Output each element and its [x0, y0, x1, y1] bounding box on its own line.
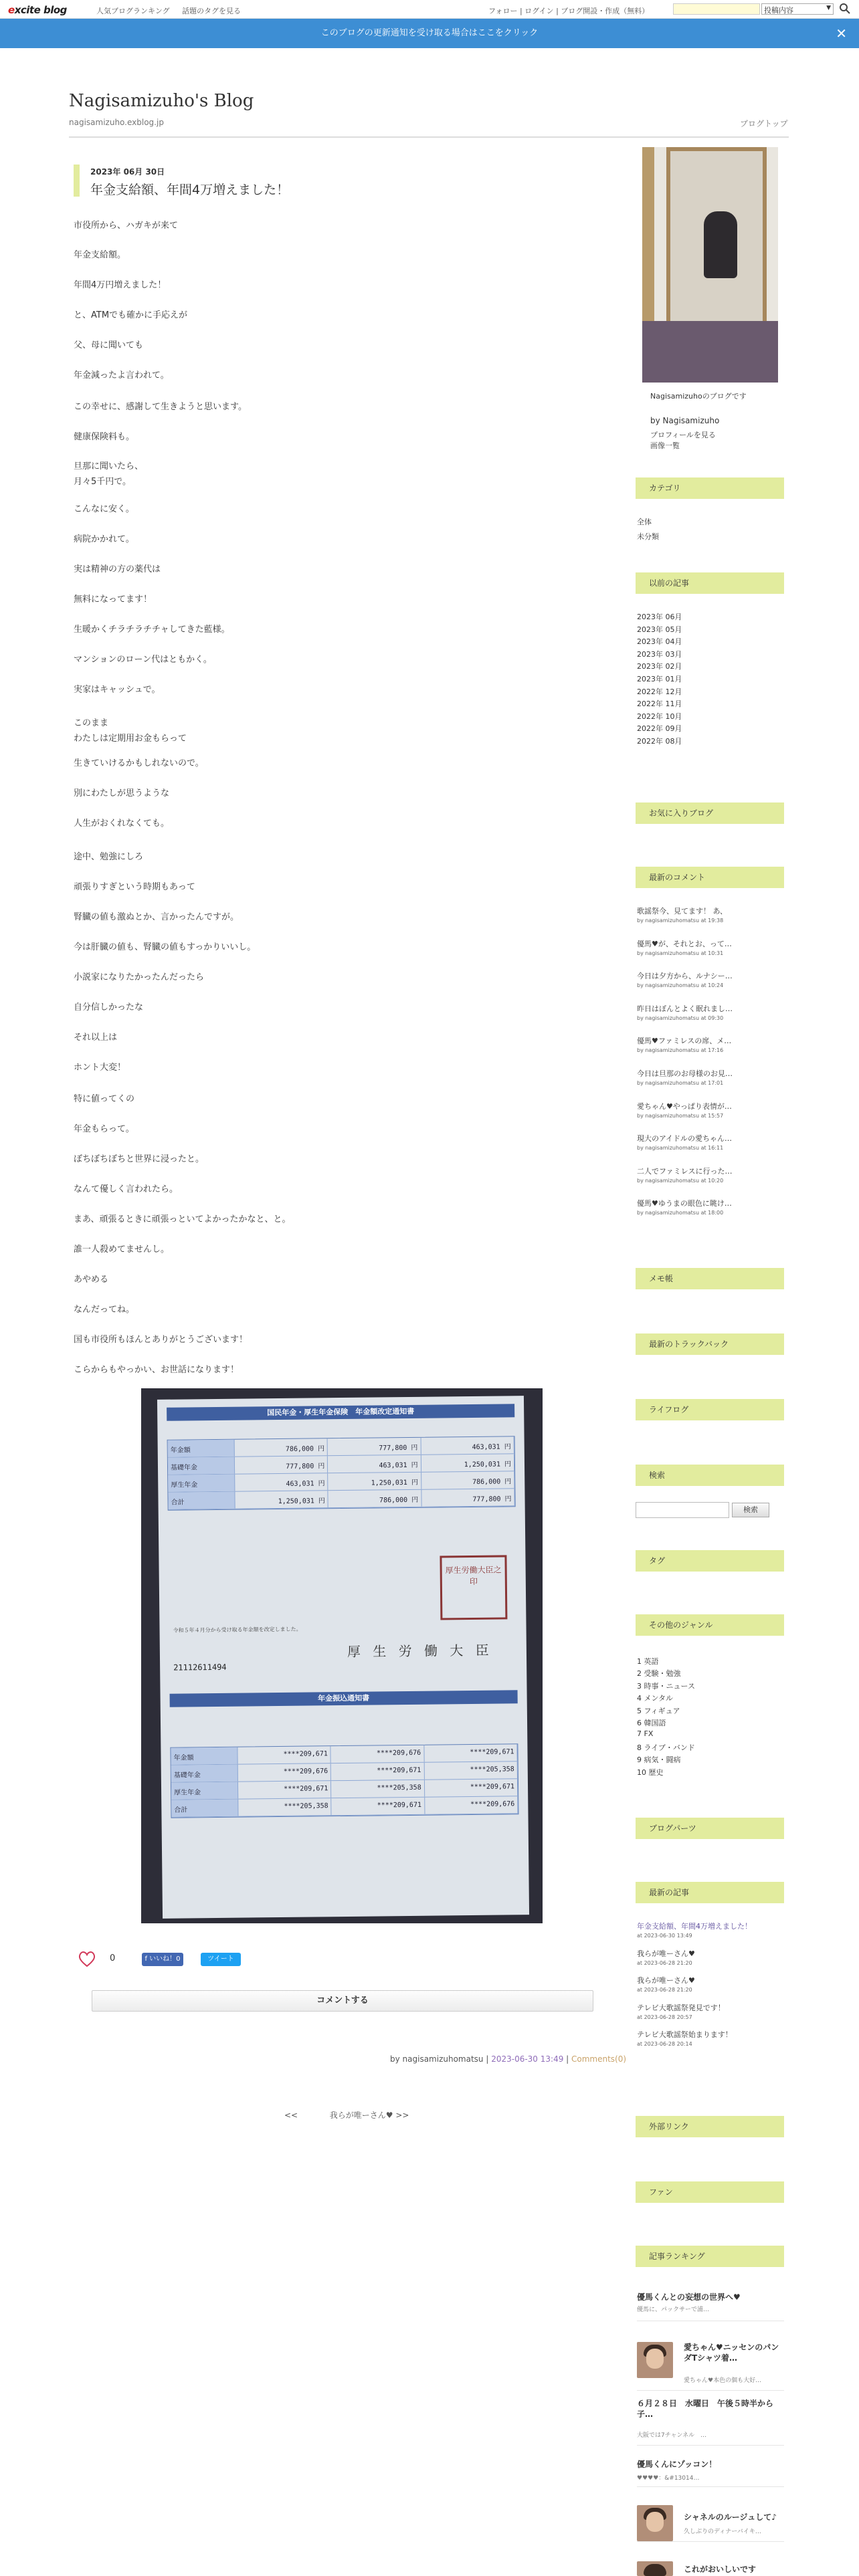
- profile-caption: Nagisamizuhoのブログです: [650, 392, 747, 401]
- ranking-thumbnail[interactable]: [637, 2505, 673, 2541]
- post-paragraph: 無料になってます！: [74, 595, 153, 605]
- notice-value: 786,000 円: [235, 1438, 328, 1456]
- notice-table-top: [167, 1436, 516, 1510]
- genre-item[interactable]: 4 メンタル: [637, 1694, 674, 1703]
- post-paragraph: 実家はキャッシュで。: [74, 685, 161, 695]
- notice-value: ****205,358: [238, 1798, 332, 1816]
- post-paragraph: 特に値ってくの: [74, 1094, 135, 1104]
- minister-label: 厚 生 労 働 大 臣: [347, 1642, 493, 1660]
- archive-item[interactable]: 2023年 02月: [637, 662, 682, 671]
- post-paragraph: 年金もらって。: [74, 1124, 134, 1134]
- post-paragraph: 誰一人殺めてませんし。: [74, 1245, 170, 1255]
- comment-item[interactable]: 優馬♥ファミレスの席、メ…: [637, 1037, 732, 1046]
- notice-value: ****205,358: [331, 1780, 425, 1798]
- recent-posts-heading: 最新の記事: [636, 1882, 784, 1903]
- trackback-heading: 最新のトラックバック: [636, 1333, 784, 1355]
- ranking-heading: 記事ランキング: [636, 2246, 784, 2267]
- post-paragraph: マンションのローン代はともかく。: [74, 655, 212, 665]
- ranking-item-title[interactable]: これがおいしいです: [684, 2565, 757, 2574]
- post-paragraph: このまま わたしは定期用お金もらって: [74, 718, 187, 744]
- post-header: [74, 165, 609, 197]
- recent-post-time: at 2023-06-28 20:57: [637, 2014, 692, 2020]
- post-paragraph: それ以上は: [74, 1033, 118, 1043]
- blog-search-input[interactable]: [636, 1502, 729, 1518]
- archive-item[interactable]: 2023年 03月: [637, 649, 682, 659]
- genre-item[interactable]: 8 ライブ・バンド: [637, 1743, 695, 1752]
- banner-text: このブログの更新通知を受け取る場合はここをクリック: [320, 28, 539, 38]
- post-paragraph: と、ATMでも確かに手応えが: [74, 310, 188, 320]
- notice-row-label: 厚生年金: [171, 1782, 238, 1800]
- account-links[interactable]: フォロー | ログイン | ブログ開設・作成（無料）: [488, 7, 650, 15]
- comment-item[interactable]: 優馬♥が、それとお、って…: [637, 939, 732, 948]
- blog-title[interactable]: Nagisamizuho's Blog: [69, 91, 254, 111]
- comment-meta: by nagisamizuhomatsu at 17:01: [637, 1080, 724, 1086]
- ranking-thumbnail[interactable]: [637, 2342, 673, 2378]
- archive-item[interactable]: 2022年 11月: [637, 700, 682, 709]
- recent-post-link[interactable]: 我らが唯ーさん♥: [637, 1949, 695, 1958]
- comment-meta: by nagisamizuhomatsu at 17:16: [637, 1047, 724, 1054]
- ranking-divider: [637, 2390, 784, 2391]
- post-paragraph: 年金支給額。: [74, 250, 126, 260]
- post-paragraph: 国も市役所もほんとありがとうございます！: [74, 1335, 248, 1345]
- search-icon[interactable]: [839, 3, 851, 15]
- post-paragraph: 健康保険料も。: [74, 432, 135, 442]
- pension-notice-document: [157, 1396, 529, 1919]
- notice-row-label: 厚生年金: [168, 1475, 235, 1492]
- post-paragraph: この幸せに、感謝して生きようと思います。: [74, 402, 247, 412]
- post-pager: [284, 2109, 409, 2121]
- recent-post-time: at 2023-06-28 21:20: [637, 1959, 692, 1966]
- archive-heading: 以前の記事: [636, 572, 784, 594]
- post-paragraph: 病院かかれて。: [74, 534, 134, 544]
- notice-value: ****209,671: [425, 1779, 518, 1796]
- notice-value: ****205,358: [424, 1761, 518, 1779]
- recent-post-time: at 2023-06-28 20:14: [637, 2041, 692, 2047]
- genre-item[interactable]: 7 FX: [637, 1729, 654, 1739]
- notice-value: 463,031 円: [328, 1455, 421, 1473]
- genre-heading: その他のジャンル: [636, 1614, 784, 1636]
- byline-sep: |: [563, 2054, 572, 2064]
- comment-item[interactable]: 優馬♥ゆうまの眼色に眺け…: [637, 1199, 732, 1208]
- notice-value: 777,800 円: [328, 1438, 421, 1455]
- notice-value: 777,800 円: [235, 1456, 328, 1473]
- notice-value: ****209,676: [425, 1796, 518, 1814]
- comments-link[interactable]: Comments(0): [571, 2054, 627, 2064]
- lifelog-heading: ライフログ: [636, 1399, 784, 1420]
- recent-post-link[interactable]: 年金支給額、年間4万増えました！: [637, 1922, 752, 1931]
- notice-value: ****209,671: [424, 1744, 518, 1761]
- ranking-divider: [637, 2445, 784, 2446]
- header-divider: [69, 136, 789, 138]
- notice-value: ****209,676: [238, 1763, 332, 1781]
- genre-item[interactable]: 9 病気・闘病: [637, 1755, 681, 1765]
- comment-item[interactable]: 歌謡祭今、見てます！ あ、: [637, 907, 728, 916]
- comment-meta: by nagisamizuhomatsu at 19:38: [637, 918, 724, 924]
- post-paragraph: 実は精神の方の薬代は: [74, 564, 161, 574]
- notice-value: 777,800 円: [421, 1489, 515, 1506]
- excite-logo[interactable]: excite blog: [8, 4, 67, 16]
- comment-item[interactable]: 今日は夕方から、ルナシー…: [637, 972, 733, 981]
- post-paragraph: 小説家になりたかったんだったら: [74, 972, 205, 982]
- trending-tags-link[interactable]: 話題のタグを見る: [182, 7, 241, 15]
- prev-link[interactable]: <<: [284, 2111, 298, 2120]
- notice-value: 786,000 円: [328, 1490, 422, 1507]
- ranking-item-title[interactable]: ６月２８日 水曜日 午後５時半から子…: [637, 2399, 774, 2419]
- close-icon[interactable]: ✕: [836, 25, 847, 41]
- comment-meta: by nagisamizuhomatsu at 10:31: [637, 950, 724, 956]
- byline-author: by nagisamizuhomatsu |: [390, 2054, 492, 2064]
- post-date: 2023年 06月 30日: [90, 167, 165, 177]
- ranking-divider: [637, 2541, 784, 2542]
- ranking-item-desc: 愛ちゃん♥本色の個も大好…: [684, 2377, 762, 2384]
- notice-value: ****209,671: [331, 1763, 425, 1780]
- archive-item[interactable]: 2023年 05月: [637, 625, 682, 634]
- notice-value: ****209,676: [331, 1745, 425, 1763]
- ranking-item-desc: 優馬に、パックサーで浦…: [637, 2306, 710, 2313]
- photo-floor: [642, 321, 778, 383]
- official-seal: 厚生労働大臣之印: [440, 1555, 507, 1620]
- comment-item[interactable]: 愛ちゃん♥やっぱり表情が…: [637, 1101, 732, 1111]
- notice-value: 1,250,031 円: [328, 1473, 421, 1490]
- notice-row-label: 基礎年金: [171, 1765, 238, 1782]
- comment-meta: by nagisamizuhomatsu at 16:11: [637, 1145, 724, 1152]
- thumb-hair: [644, 2564, 666, 2576]
- post-paragraph: 父、母に聞いても: [74, 340, 144, 350]
- category-item[interactable]: 全体: [637, 518, 652, 526]
- tags-heading: タグ: [636, 1550, 784, 1572]
- recent-post-time: at 2023-06-28 21:20: [637, 1987, 692, 1993]
- popular-ranking-link[interactable]: 人気ブログランキング: [96, 7, 170, 15]
- comment-item[interactable]: 今日は旦那のお母様のお見…: [637, 1069, 733, 1078]
- notice-value: ****209,671: [237, 1746, 331, 1763]
- search-scope-select[interactable]: [761, 3, 834, 15]
- top-search-input[interactable]: [673, 3, 760, 15]
- ranking-item-desc: 大阪では7チャンネル …: [637, 2432, 707, 2439]
- memo-heading: メモ帳: [636, 1268, 784, 1289]
- notice-value: 1,250,031 円: [421, 1454, 514, 1471]
- latest-comments-heading: 最新のコメント: [636, 867, 784, 888]
- top-bar: [0, 0, 859, 19]
- genre-item[interactable]: 3 時事・ニュース: [637, 1681, 695, 1691]
- genre-item[interactable]: 10 歴史: [637, 1767, 664, 1777]
- next-link[interactable]: 我らが唯ーさん♥ >>: [329, 2111, 409, 2120]
- notice-header: 国民年金・厚生年金保険 年金額改定通知書: [167, 1404, 514, 1420]
- notice-value: 786,000 円: [421, 1471, 515, 1489]
- post-paragraph: こらからもやっかい、お世話になります！: [74, 1365, 240, 1375]
- archive-item[interactable]: 2022年 12月: [637, 687, 682, 696]
- genre-item[interactable]: 1 英語: [637, 1657, 659, 1666]
- post-byline: [390, 2054, 626, 2064]
- genre-item[interactable]: 6 韓国語: [637, 1719, 666, 1727]
- comment-meta: by nagisamizuhomatsu at 15:57: [637, 1112, 724, 1119]
- category-heading: カテゴリ: [636, 477, 784, 499]
- post-paragraph: 頑張りすぎという時期もあって: [74, 882, 195, 892]
- comment-item[interactable]: 昨日はぼんとよく眠れまし…: [637, 1004, 733, 1013]
- comment-button[interactable]: コメントする: [92, 1990, 593, 2012]
- notice-table-bottom: [170, 1743, 518, 1818]
- ranking-item-title[interactable]: 優馬くんにゾッコン！: [637, 2460, 717, 2469]
- image-list-link[interactable]: 画像一覧: [650, 441, 680, 450]
- post-paragraph: なんだってね。: [74, 1305, 135, 1315]
- parts-heading: ブログパーツ: [636, 1818, 784, 1839]
- post-paragraph: 年間4万円増えました！: [74, 280, 167, 290]
- profile-link[interactable]: プロフィールを見る: [650, 431, 716, 439]
- archive-item[interactable]: 2023年 04月: [637, 637, 682, 647]
- notice-row: [171, 1796, 518, 1817]
- post-paragraph: 生きていけるかもしれないので。: [74, 758, 204, 768]
- post-paragraph: 人生がおくれなくても。: [74, 819, 170, 829]
- archive-item[interactable]: 2022年 08月: [637, 737, 682, 746]
- notice-row-label: 年金額: [171, 1747, 237, 1765]
- archive-item[interactable]: 2023年 01月: [637, 675, 682, 683]
- ranking-divider: [637, 2486, 784, 2487]
- external-links-heading: 外部リンク: [636, 2116, 784, 2137]
- post-paragraph: 生暖かくチラチラチチャしてきた藍様。: [74, 625, 230, 635]
- comment-meta: by nagisamizuhomatsu at 10:20: [637, 1177, 724, 1184]
- notice-row-label: 年金額: [168, 1440, 235, 1457]
- recent-post-link[interactable]: 我らが唯ーさん♥: [637, 1976, 695, 1985]
- notice-row-label: 合計: [171, 1800, 238, 1817]
- ranking-item-title[interactable]: 愛ちゃん♥ニッセンのパンダTシャツ着…: [684, 2343, 779, 2363]
- archive-item[interactable]: 2023年 06月: [637, 613, 682, 621]
- fans-heading: ファン: [636, 2181, 784, 2203]
- profile-author: by Nagisamizuho: [650, 416, 720, 425]
- post-paragraph: 腎臓の値も激ぬとか、言かったんですが。: [74, 912, 240, 922]
- post-paragraph: まあ、頑張るときに頑張っといてよかったかなと、と。: [74, 1214, 291, 1224]
- profile-photo[interactable]: [642, 147, 778, 383]
- photo-person: [704, 211, 737, 278]
- like-count: 0: [110, 1953, 116, 1963]
- notice-row-label: 合計: [168, 1492, 235, 1509]
- tweet-button[interactable]: ツイート: [201, 1953, 241, 1966]
- category-item[interactable]: 未分類: [637, 532, 659, 541]
- notice-row-label: 基礎年金: [168, 1457, 235, 1475]
- blog-search-button[interactable]: 検索: [732, 1503, 769, 1517]
- archive-item[interactable]: 2022年 10月: [637, 712, 682, 721]
- post-paragraph: あやめる: [74, 1275, 109, 1285]
- post-photo[interactable]: [141, 1388, 543, 1923]
- search-heading: 検索: [636, 1465, 784, 1486]
- post-title[interactable]: 年金支給額、年間4万増えました！: [90, 183, 290, 197]
- follow-notify-banner[interactable]: [0, 19, 859, 48]
- post-paragraph: 自分信しかったな: [74, 1002, 144, 1012]
- comment-meta: by nagisamizuhomatsu at 09:30: [637, 1014, 724, 1021]
- post-paragraph: ぼちぼちぼちと世界に浸ったと。: [74, 1154, 205, 1164]
- genre-item[interactable]: 5 フィギュア: [637, 1706, 680, 1715]
- notice-header-2: 年金振込通知書: [170, 1690, 518, 1707]
- post-paragraph: ホント大変！: [74, 1063, 126, 1073]
- post-paragraph: 市役所から、ハガキが来て: [74, 221, 179, 231]
- search-scope-value: 投稿内容: [764, 6, 793, 15]
- heart-icon[interactable]: [78, 1950, 96, 1967]
- post-paragraph: 今は肝臓の値も、腎臓の値もすっかりいいし。: [74, 942, 256, 952]
- recent-post-time: at 2023-06-30 13:49: [637, 1933, 692, 1939]
- ranking-item-title[interactable]: シャネルのルージュして♪: [684, 2512, 777, 2522]
- comment-meta: by nagisamizuhomatsu at 10:24: [637, 982, 724, 989]
- post-paragraph: 旦那に聞いたら、 月々5千円で。: [74, 461, 144, 487]
- byline-date-link[interactable]: 2023-06-30 13:49: [491, 2054, 564, 2064]
- comment-meta: by nagisamizuhomatsu at 18:00: [637, 1210, 724, 1216]
- ranking-thumbnail[interactable]: [637, 2561, 673, 2576]
- archive-item[interactable]: 2022年 09月: [637, 724, 682, 734]
- ranking-item-title[interactable]: 優馬くんとの妄想の世界へ♥: [637, 2292, 741, 2302]
- notice-value: 1,250,031 円: [235, 1491, 328, 1508]
- post-paragraph: 別にわたしが思うような: [74, 788, 170, 798]
- favorites-heading: お気に入りブログ: [636, 802, 784, 824]
- thumb-face: [646, 2349, 664, 2369]
- ranking-item-desc: ♥♥♥♥：&#13014…: [637, 2475, 700, 2482]
- genre-item[interactable]: 2 受験・勉強: [637, 1669, 681, 1679]
- facebook-like-button[interactable]: f いいね！0: [142, 1953, 183, 1966]
- thumb-face: [646, 2512, 664, 2532]
- post-paragraph: こんなに安く。: [74, 504, 134, 514]
- notice-value: 463,031 円: [421, 1436, 514, 1454]
- blog-url: nagisamizuho.exblog.jp: [69, 118, 164, 127]
- comment-item[interactable]: 現大のアイドルの愛ちゃん…: [637, 1134, 733, 1144]
- chevron-down-icon: ▼: [826, 5, 831, 11]
- notice-row: [168, 1489, 514, 1509]
- post-paragraph: なんて優しく言われたら。: [74, 1184, 179, 1194]
- comment-item[interactable]: 二人でファミレスに行った…: [637, 1166, 733, 1176]
- notice-note: 令和５年４月分から受け取る年金額を改定しました。: [173, 1626, 302, 1634]
- recent-post-link[interactable]: テレビ大歌謡祭始まります！: [637, 2030, 733, 2039]
- blog-top-link[interactable]: ブログトップ: [740, 119, 788, 128]
- post-paragraph: 途中、勉強にしろ: [74, 852, 144, 862]
- post-paragraph: 年金減ったよ言われて。: [74, 370, 169, 381]
- ranking-item-desc: 久しぶりのディナーバイキ…: [684, 2529, 761, 2535]
- notice-value: ****209,671: [238, 1781, 332, 1798]
- notice-value: ****209,671: [332, 1798, 425, 1815]
- recent-post-link[interactable]: テレビ大歌謡祭発見です！: [637, 2003, 725, 2012]
- notice-value: 463,031 円: [235, 1473, 328, 1491]
- notice-code: 21112611494: [173, 1662, 227, 1673]
